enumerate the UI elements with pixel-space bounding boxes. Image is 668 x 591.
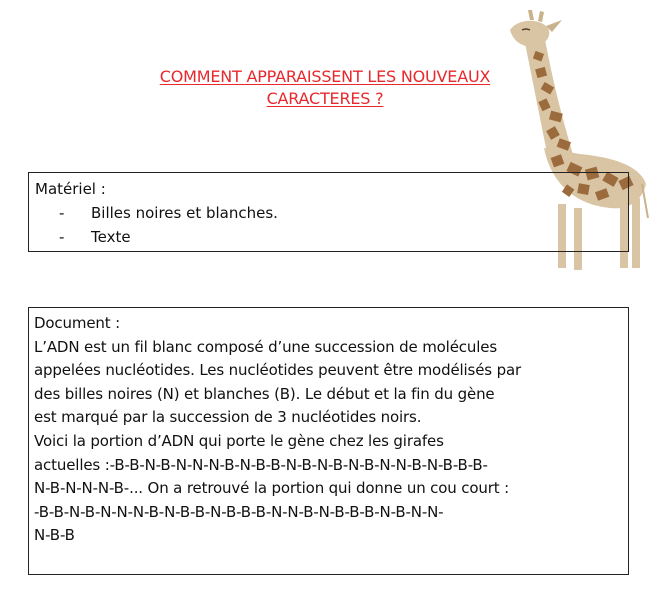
list-item	[35, 201, 622, 225]
materiel-list	[35, 201, 622, 249]
title-line-2: CARACTERES ?	[266, 89, 384, 108]
document-box	[28, 307, 629, 575]
materiel-box	[28, 172, 629, 252]
list-dash: -	[59, 204, 65, 222]
list-item-label: Texte	[91, 228, 131, 246]
list-item-label: Billes noires et blanches.	[91, 204, 278, 222]
document-line: L’ADN est un fil blanc composé d’une succession de molécules	[34, 337, 497, 356]
document-heading: Document :	[34, 314, 121, 332]
document-line: N-B-N-N-N-B-... On a retrouvé la portion qui donne un cou court :	[34, 479, 510, 498]
list-dash: -	[59, 228, 65, 246]
list-item	[35, 225, 622, 249]
document-line: -B-B-N-B-N-N-N-B-N-B-B-N-B-B-B-N-N-B-N-B-B-B-N-B-N-N-	[34, 502, 444, 521]
document-line: des billes noires (N) et blanches (B). Le début et la fin du gène	[34, 384, 495, 403]
document-line: N-B-B	[34, 526, 75, 545]
title-line-1: COMMENT APPARAISSENT LES NOUVEAUX	[159, 67, 491, 86]
document-line: est marqué par la succession de 3 nucléotides noirs.	[34, 408, 422, 427]
document-line: actuelles :-B-B-N-B-N-N-N-B-N-B-B-N-B-N-B-N-B-N-N-B-N-B-B-B-	[34, 455, 488, 474]
document-line: Voici la portion d’ADN qui porte le gène chez les girafes	[34, 431, 444, 450]
document-line: appelées nucléotides. Les nucléotides peuvent être modélisés par	[34, 361, 522, 380]
materiel-heading: Matériel :	[35, 180, 106, 198]
